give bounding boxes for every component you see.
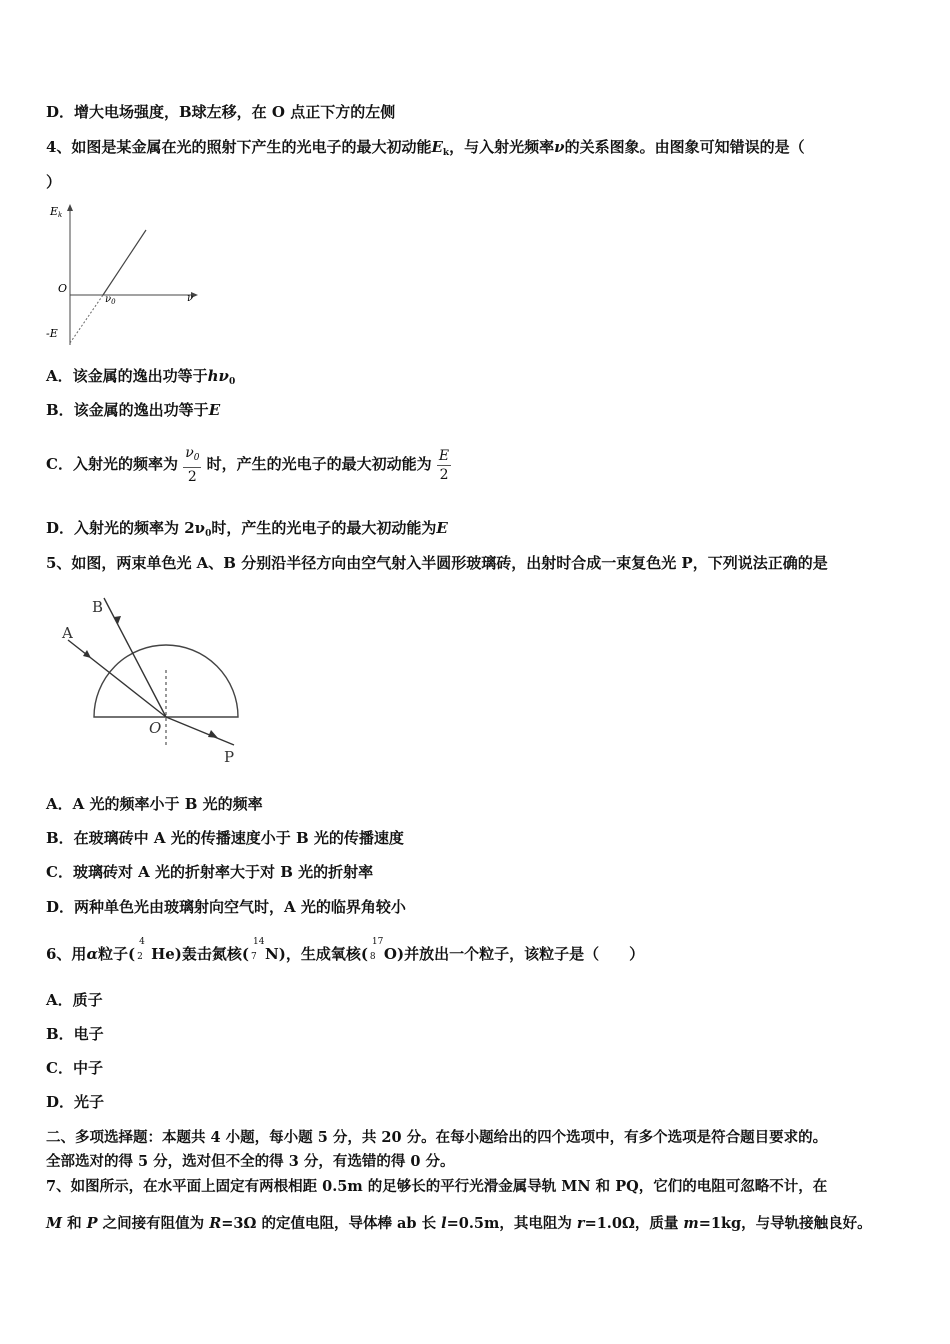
q6-option-a: A．质子	[46, 991, 103, 1009]
he-isotope: 4 2	[137, 937, 145, 962]
q4-stem: 4、如图是某金属在光的照射下产生的光电子的最大初动能$E_k$，与入射光频率ν的关系图象。由图象可知错误的是（	[46, 138, 805, 158]
q6-option-c: C．中子	[46, 1059, 103, 1077]
v0-label: $\nu_0$	[105, 294, 116, 306]
fraction-e-over-2: $\frac{E}{2}$	[438, 447, 450, 483]
ek-line	[103, 230, 146, 295]
o-isotope: 17 8	[369, 937, 384, 962]
x-axis-label: ν	[187, 293, 194, 304]
q5-option-a: A．A 光的频率小于 B 光的频率	[46, 795, 263, 813]
label-p: P	[224, 748, 235, 766]
y-axis-arrow	[67, 204, 73, 211]
label-b: B	[92, 598, 104, 616]
q5-prism-figure	[56, 590, 256, 770]
q7-stem-line2: M 和 P 之间接有阻值为 R=3Ω 的定值电阻，导体棒 ab 长 l=0.5m，其电阻为 r=1.0Ω，质量 m=1kg，与导轨接触良好。	[46, 1215, 872, 1232]
origin-label: O	[58, 282, 68, 295]
neg-e-label: -E	[46, 327, 58, 340]
n-isotope: 14 7	[251, 937, 265, 962]
fraction-v0-over-2: $\frac{\nu_0}{2}$	[185, 445, 200, 485]
q4-ek-graph	[46, 200, 206, 350]
ray-a-arrow	[83, 650, 91, 658]
ray-p	[166, 717, 234, 745]
q5-stem: 5、如图，两束单色光 A、B 分别沿半径方向由空气射入半圆形玻璃砖，出射时合成一束复色光 P，下列说法正确的是	[46, 554, 828, 572]
q7-stem-line1: 7、如图所示，在水平面上固定有两根相距 0.5m 的足够长的平行光滑金属导轨 MN 和 PQ，它们的电阻可忽略不计，在	[46, 1178, 828, 1195]
q4-option-d: D．入射光的频率为 $2\nu_0$时，产生的光电子的最大初动能为E	[46, 519, 448, 539]
section2-heading-line2: 全部选对的得 5 分，选对但不全的得 3 分，有选错的得 0 分。	[46, 1153, 455, 1170]
section2-heading-line1: 二、多项选择题：本题共 4 小题，每小题 5 分，共 20 分。在每小题给出的四个选项中，有多个选项是符合题目要求的。	[46, 1129, 828, 1146]
ray-b	[104, 598, 166, 717]
y-axis-label: Ek	[50, 205, 63, 219]
q6-stem: 6、用α粒子( 4 2 He)轰击氮核( 14 7 N)，生成氧核( 17 8 O)并放出一个粒子，该粒子是（ ）	[46, 937, 645, 963]
q4-stem-close: ）	[46, 173, 62, 191]
q6-option-b: B．电子	[46, 1025, 104, 1043]
ek-extension	[70, 295, 103, 343]
ray-a	[68, 640, 166, 717]
q4-option-c: C．入射光的频率为 $\frac{\nu_0}{2}$ 时，产生的光电子的最大初动能为 $\frac{E}{2}$	[46, 445, 450, 485]
label-o: O	[149, 719, 162, 737]
q5-option-d: D．两种单色光由玻璃射向空气时，A 光的临界角较小	[46, 898, 406, 916]
q5-option-b: B．在玻璃砖中 A 光的传播速度小于 B 光的传播速度	[46, 829, 404, 847]
q4-option-a: A．该金属的逸出功等于$h\nu_0$	[46, 367, 236, 387]
q4-option-b: B．该金属的逸出功等于E	[46, 401, 221, 419]
ray-p-arrow	[208, 730, 218, 738]
label-a: A	[62, 624, 73, 642]
q5-option-c: C．玻璃砖对 A 光的折射率大于对 B 光的折射率	[46, 863, 374, 881]
q3-option-d: D．增大电场强度，B球左移，在 O 点正下方的左侧	[46, 103, 396, 121]
q6-option-d: D．光子	[46, 1093, 105, 1111]
